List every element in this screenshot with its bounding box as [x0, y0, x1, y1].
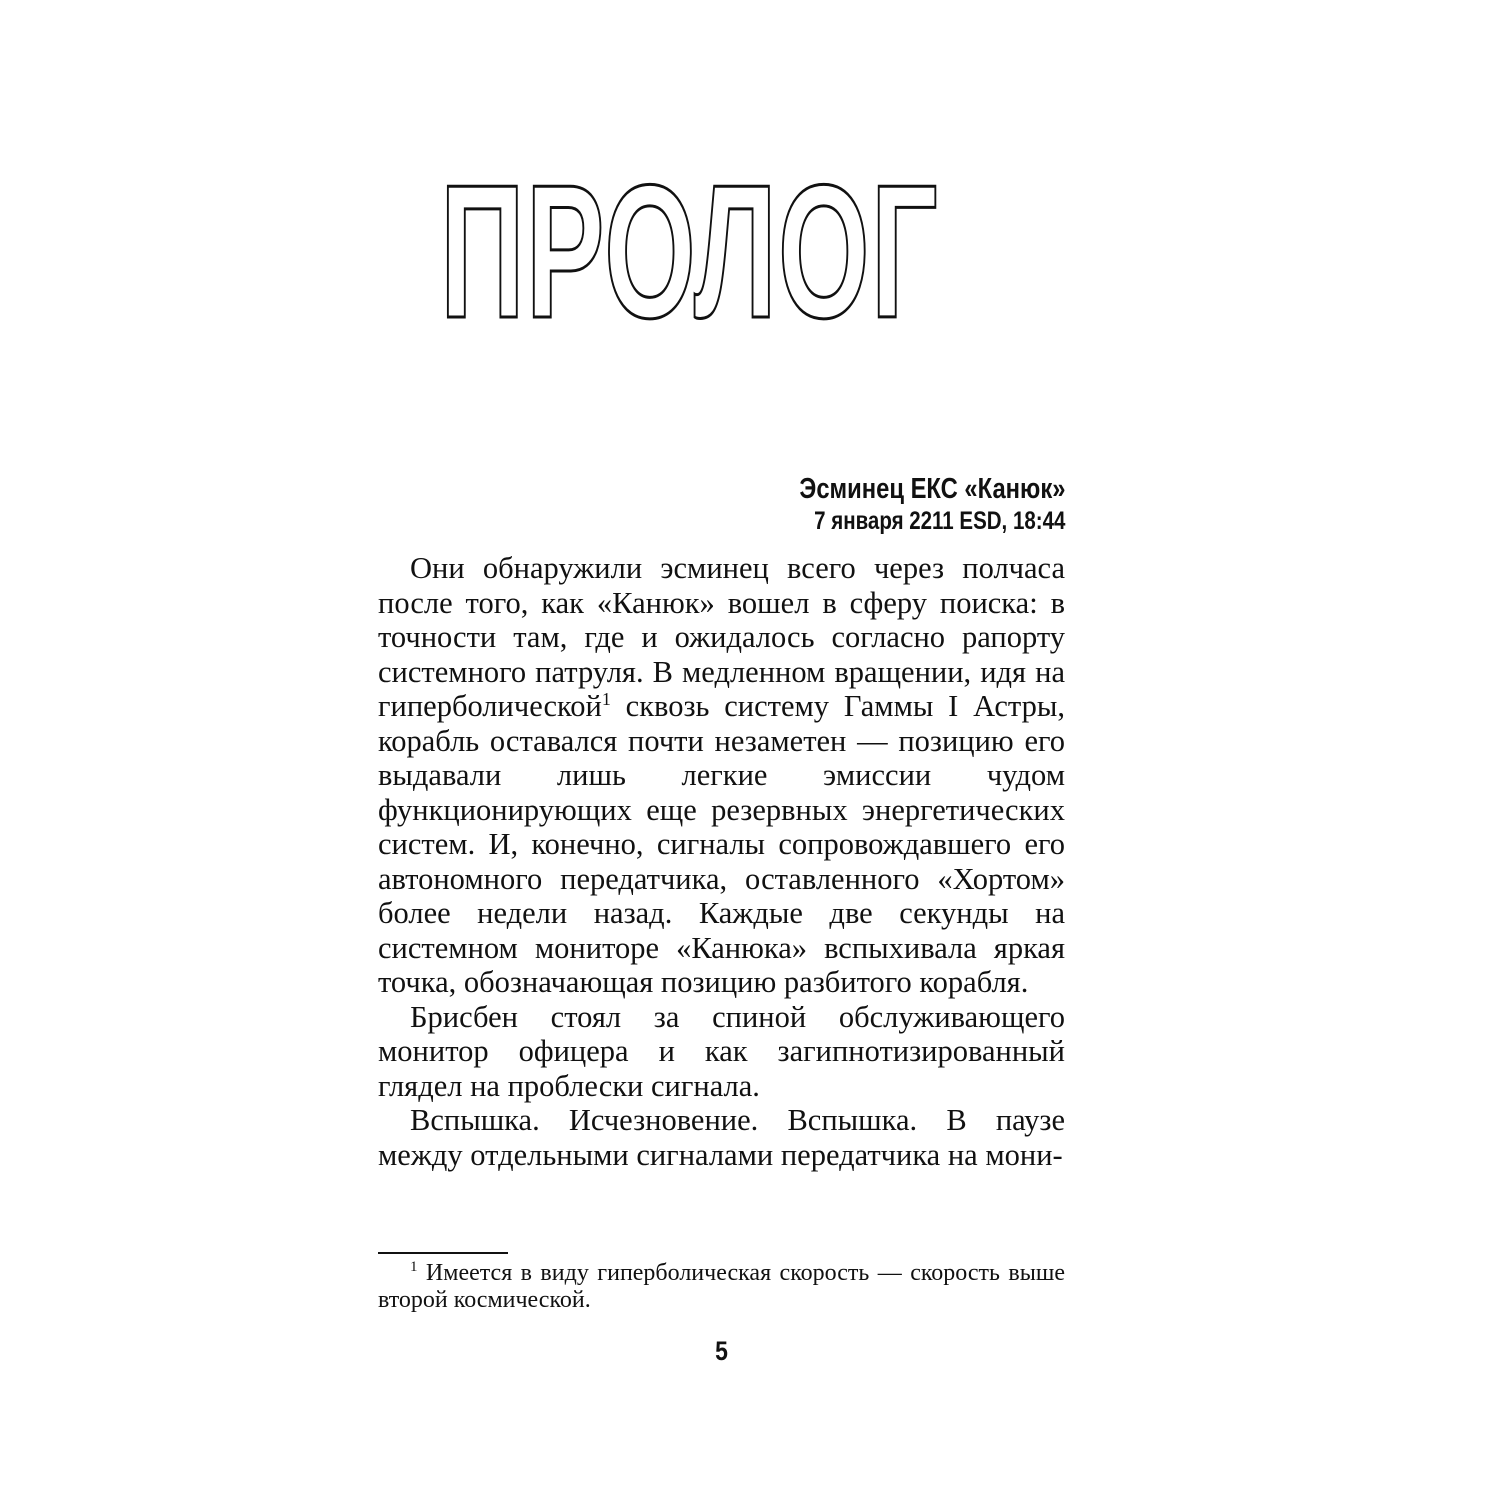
paragraph-text: Они обнаружили эсминец всего через полчаса после того, как «Канюк» вошел в сферу поиска: в точности там, где и ожидалось согласно рапорту системного патруля. В медленном вращении, идя на гиперболической: [378, 551, 1065, 723]
chapter-title: ПРОЛОГ: [440, 146, 939, 358]
footnote-text: [378, 1260, 1065, 1314]
paragraph: Вспышка. Исчезновение. Вспышка. В паузе между отдельными сигналами передатчика на мони-: [378, 1103, 1065, 1172]
section-heading: [378, 473, 1065, 537]
heading-date: 7 января 2211 ESD, 18:44: [813, 507, 1065, 535]
paragraph: Брисбен стоял за спиной обслуживающего монитор офицера и как загипнотизированный глядел на проблески сигнала.: [378, 999, 1065, 1103]
footnote-divider: [378, 1252, 508, 1254]
heading-title: Эсминец ЕКС «Канюк»: [798, 473, 1065, 505]
page-number-value: 5: [715, 1336, 728, 1366]
footnote-body: Имеется в виду гиперболическая скорость — скорость выше второй космической.: [378, 1260, 1065, 1313]
footnote: [378, 1260, 1065, 1314]
footnote-marker: 1: [410, 1259, 418, 1275]
paragraph-text: сквозь систему Гаммы I Астры, корабль оставался почти незаметен — позицию его выдавали лишь легкие эмиссии чудом функционирующих еще резервных энергетических систем. И, конечно, сигналы сопровождавшего его автономного передатчика, оставленного «Хортом» более недели назад. Каждые две секунды на системном мониторе «Канюка» вспыхивала яркая точка, обозначающая позицию разбитого корабля.: [378, 689, 1065, 999]
footnote-reference[interactable]: 1: [601, 689, 611, 709]
body-text: [378, 551, 1065, 1172]
paragraph: [378, 551, 1065, 1000]
page-number: [0, 1336, 1443, 1366]
